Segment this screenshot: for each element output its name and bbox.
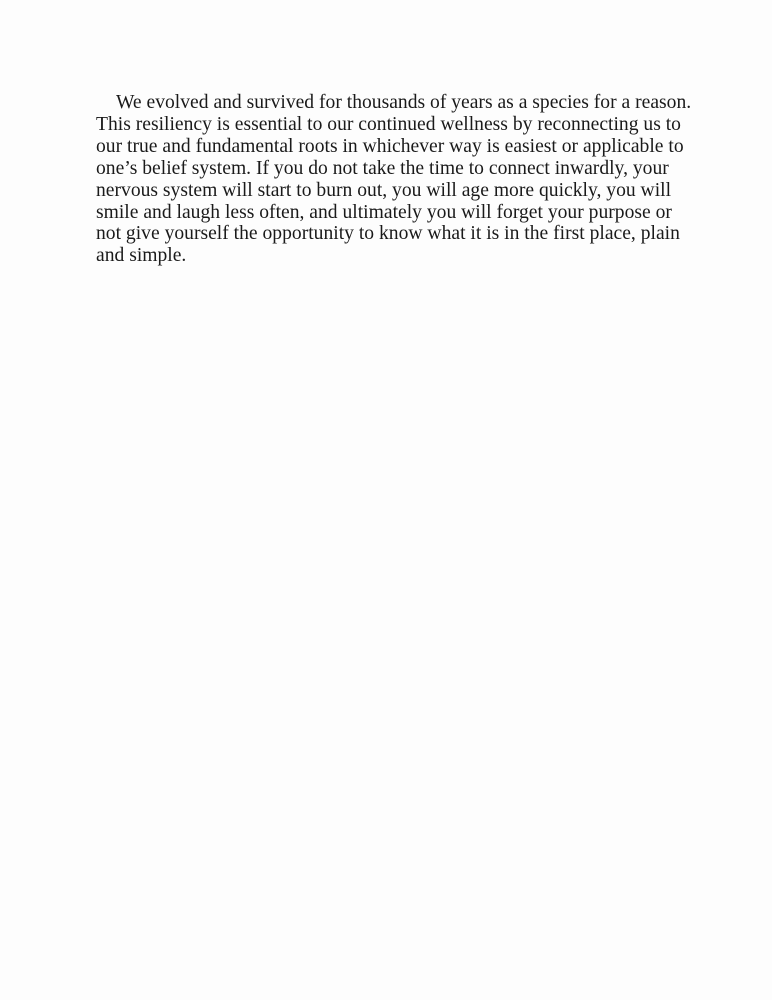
- paragraph-line-5: nervous system will start to burn out, you will age more quickly, you will: [96, 179, 672, 201]
- paragraph-line-3: our true and fundamental roots in whichever way is easiest or applicable to: [96, 135, 684, 157]
- body-paragraph: [96, 92, 692, 267]
- paragraph-line-1: We evolved and survived for thousands of years as a species for a reason.: [116, 92, 692, 113]
- paragraph-line-4: one’s belief system. If you do not take the time to connect inwardly, your: [96, 157, 669, 179]
- paragraph-line-6: smile and laugh less often, and ultimately you will forget your purpose or: [96, 201, 672, 223]
- paragraph-line-2: This resiliency is essential to our continued wellness by reconnecting us to: [96, 113, 681, 135]
- paragraph-line-8: and simple.: [96, 245, 187, 267]
- paragraph-line-7: not give yourself the opportunity to know what it is in the first place, plain: [96, 223, 680, 245]
